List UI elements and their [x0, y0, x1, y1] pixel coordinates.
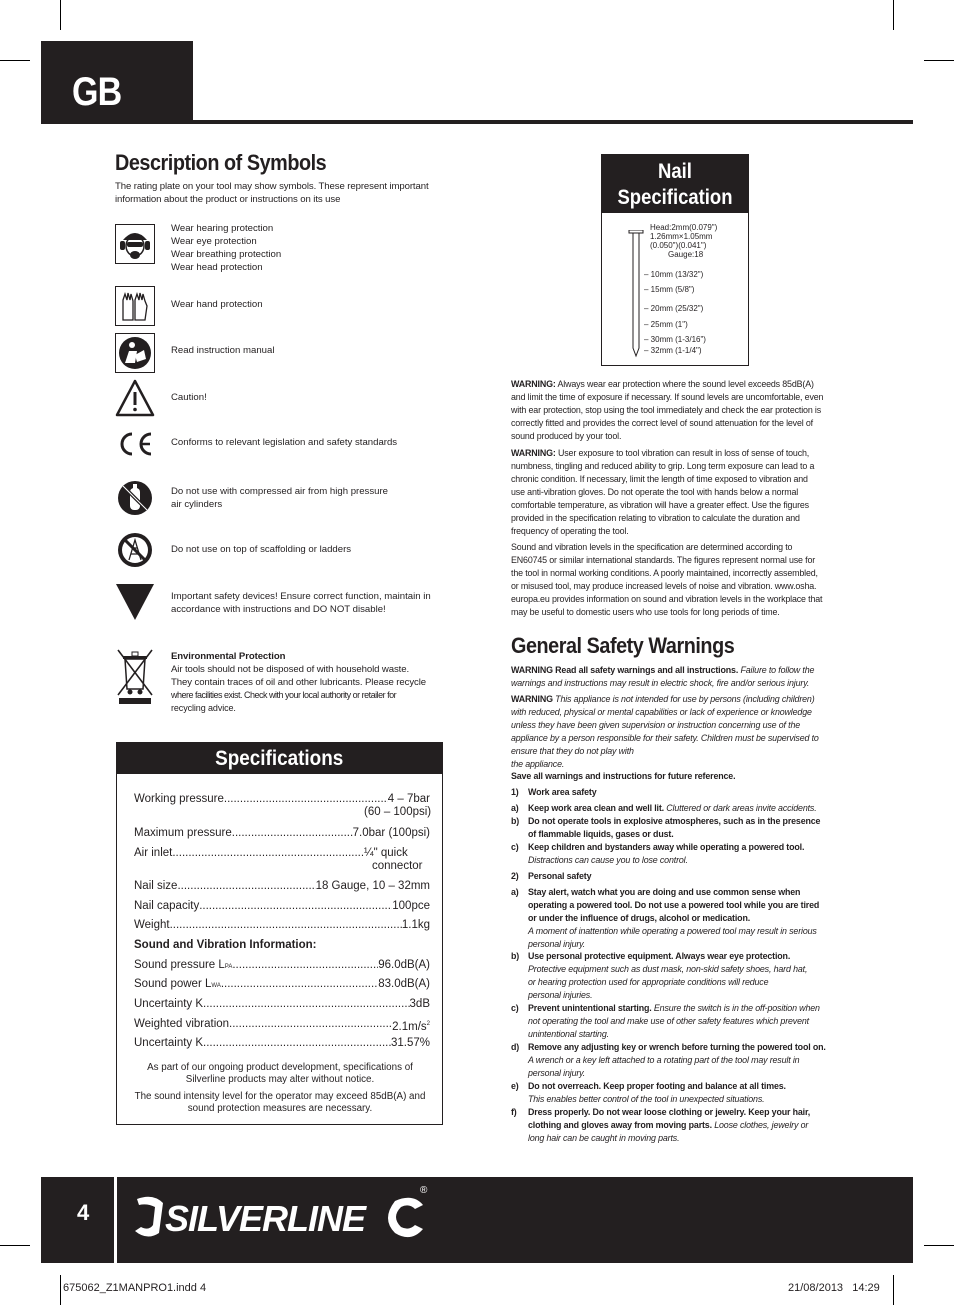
crop-mark: [924, 60, 954, 61]
symbol-text-safety-device: Important safety devices! Ensure correct function, maintain in accordance with instructions and DO NOT disable!: [171, 591, 431, 615]
weee-bin-icon: [115, 647, 155, 707]
symbol-text-gloves: Wear hand protection: [171, 299, 263, 310]
ce-mark-icon: [115, 424, 155, 464]
crop-mark: [0, 60, 30, 61]
nail-length: – 15mm (5/8"): [644, 285, 695, 294]
spec-row: Maximum pressure ..... 7.0bar (100psi): [134, 827, 430, 840]
nail-length: – 30mm (1-3/16"): [644, 335, 706, 344]
caution-icon: [115, 378, 155, 418]
spec-row: Nail capacity ..... 100pce: [134, 900, 430, 913]
crop-mark: [0, 1245, 30, 1246]
crop-mark: [924, 1245, 954, 1246]
spec-row: Nail size ..... 18 Gauge, 10 – 32mm: [134, 880, 430, 893]
crop-mark: [893, 1275, 894, 1305]
gsw-save-note: Save all warnings and instructions for future reference.: [511, 771, 736, 781]
manual-icon: [115, 333, 155, 373]
nail-spec-box: [601, 154, 749, 366]
safety-device-icon: [115, 582, 155, 622]
spec-row: Sound pressure LPA ..... 96.0dB(A): [134, 959, 430, 974]
crop-mark: [60, 1275, 61, 1305]
gsw-appliance-warning: WARNING This appliance is not intended for use by persons (including children) with reduced, physical or mental capabilities or lack of experience or knowledge unless they have been given supervision or instruction concerning use of the appliance by a person responsible for their safety. Children must be supervised to ensure that they do not play with the appliance.: [511, 694, 819, 769]
specifications-header: Specifications: [117, 743, 442, 774]
nail-spec-header: Nail Specification: [602, 155, 748, 213]
symbols-intro: The rating plate on your tool may show symbols. These represent important information about the product or instructions on its use: [115, 181, 429, 205]
sound-vibration-title: Sound and Vibration Information:: [134, 939, 317, 951]
nail-length: – 32mm (1-1/4"): [644, 346, 702, 355]
no-gas-cylinder-icon: [115, 478, 155, 518]
silverline-logo: [133, 1187, 433, 1252]
spec-note-development: As part of our ongoing product development, specifications of Silverline products may alter without notice.: [147, 1062, 413, 1085]
spec-row: Weighted vibration ..... $2.1m/s^2$: [134, 1018, 430, 1034]
language-label: GB: [72, 70, 122, 114]
warning-vibration: WARNING: User exposure to tool vibration can result in loss of sense of touch, numbness, tingling and reduced ability to grip. Long term exposure can lead to a chronic condition. If necessary, limit the length of time exposed to vibration and use anti-vibration gloves. Do not operate the tool with hands below a normal comfortable temperature, as vibration will have a greater effect. Use the figures provided in the specification relating to vibration to calculate the duration and frequency of operating the tool.: [511, 448, 815, 536]
symbol-text-caution: Caution!: [171, 392, 207, 403]
gsw-title: General Safety Warnings: [511, 633, 735, 658]
crop-mark: [60, 0, 61, 30]
gloves-icon: [115, 286, 155, 326]
symbol-text-ppe: Wear hearing protection Wear eye protection Wear breathing protection Wear head protection: [171, 223, 282, 273]
spec-row: Sound power LWA ..... 83.0dB(A): [134, 978, 430, 993]
symbol-text-ce: Conforms to relevant legislation and safety standards: [171, 437, 398, 448]
svg-text:SILVERLINE: SILVERLINE: [165, 1198, 366, 1239]
env-title: Environmental Protection: [171, 651, 286, 662]
file-info: 675062_Z1MANPRO1.indd 4: [63, 1282, 207, 1294]
symbol-text-no-scaffold: Do not use on top of scaffolding or ladders: [171, 544, 352, 555]
footer-separator: [114, 1177, 117, 1263]
nail-length: – 20mm (25/32"): [644, 304, 704, 313]
nail-drawing: [626, 230, 646, 358]
env-protection-block: Environmental Protection Air tools should not be disposed of with household waste. They contain traces of oil and other lubricants. Please recycle where facilities exist. Check with your local authority or retailer for recycling advice.: [171, 650, 456, 715]
no-scaffold-icon: [115, 530, 155, 570]
page-number: 4: [77, 1200, 90, 1225]
spec-row: Uncertainty K ..... 3dB: [134, 998, 430, 1011]
nail-length: – 25mm (1"): [644, 320, 688, 329]
warning-ear-protection: WARNING: Always wear ear protection where the sound level exceeds 85dB(A) and limit the time of exposure if necessary. If sound levels are uncomfortable, even with ear protection, stop using the tool immediately and check the ear protection is correctly fitted and provides the correct level of sound attenuation for the level of sound produced by your tool.: [511, 379, 824, 441]
nail-head-spec: Head:2mm(0.079") 1.26mm×1.05mm (0.050")(0.041") Gauge:18: [650, 223, 718, 259]
spec-row: Uncertainty K ..... 31.57%: [134, 1037, 430, 1050]
symbol-text-manual: Read instruction manual: [171, 345, 275, 356]
crop-mark: [893, 0, 894, 30]
header-rule: [41, 120, 913, 124]
spec-row: Air inlet ..... ¼" quick connector: [134, 847, 430, 860]
specifications-box: [116, 742, 443, 1125]
gsw-intro: WARNING Read all safety warnings and all instructions. Failure to follow the warnings and instructions may result in electric shock, fire and/or serious injury.: [511, 665, 815, 688]
nail-length: – 10mm (13/32"): [644, 270, 704, 279]
sound-vibration-paragraph: Sound and vibration levels in the specification are determined according to EN60745 or similar international standards. The figures represent normal use for the tool in normal working conditions. A poorly maintained, incorrectly assembled, or misused tool, may produce increased levels of noise and vibration. www.osha. europa.eu provides information on sound and vibration levels in the workplace that may be useful to domestic users who use tools for long periods of time.: [511, 542, 823, 617]
spec-row: Weight ..... 1.1kg: [134, 919, 430, 932]
ppe-head-icon: [115, 224, 155, 264]
registered-mark: ®: [420, 1185, 428, 1196]
date-info: 21/08/2013 14:29: [788, 1282, 880, 1294]
spec-row: Working pressure ..... 4 – 7bar (60 – 100psi): [134, 793, 430, 806]
symbols-title: Description of Symbols: [115, 150, 327, 175]
spec-note-sound: The sound intensity level for the operator may exceed 85dB(A) and sound protection measures are necessary.: [134, 1091, 426, 1114]
symbol-text-no-cylinder: Do not use with compressed air from high pressure air cylinders: [171, 486, 389, 510]
